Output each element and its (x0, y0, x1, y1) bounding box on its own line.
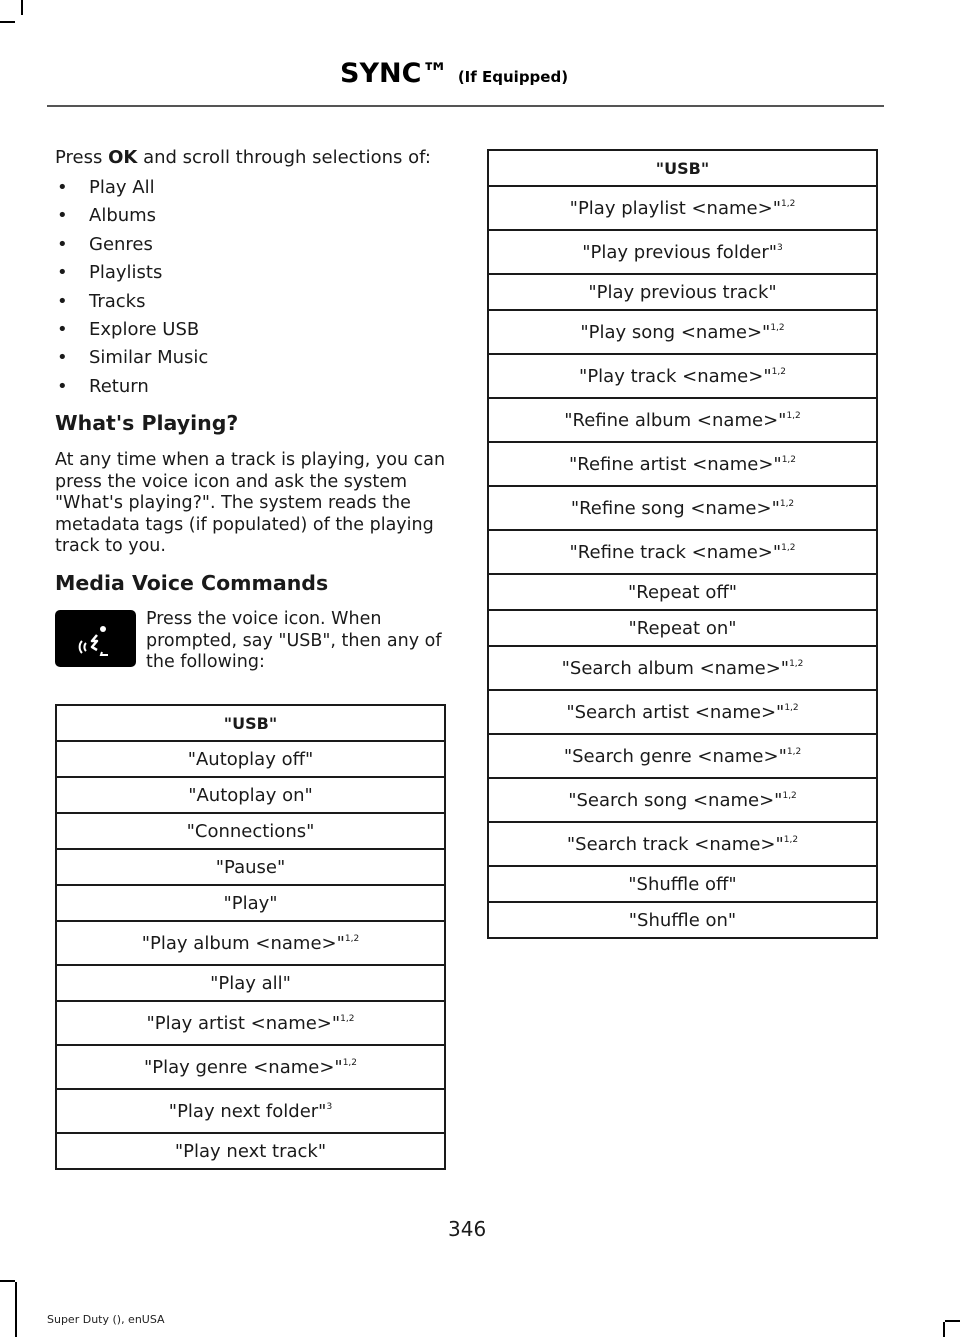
table-row (56, 1089, 445, 1133)
header-title-subtitle: (If Equipped) (457, 68, 569, 86)
command-text: "Search track <name>" (566, 833, 784, 855)
command-text: "Connections" (186, 820, 315, 842)
table-row (488, 230, 877, 274)
footnote-ref: 1,2 (784, 702, 799, 713)
table-row (488, 442, 877, 486)
bullet-icon: • (57, 205, 68, 227)
intro-ok-key: OK (108, 147, 138, 168)
command-text: "Search artist <name>" (566, 701, 785, 723)
table-row (488, 186, 877, 230)
footnote-ref: 1,2 (781, 542, 796, 553)
footnote-ref: 1,2 (786, 410, 801, 421)
table-row (488, 354, 877, 398)
crop-mark (0, 21, 15, 23)
whats-playing-body: At any time when a track is playing, you can press the voice icon and ask the system "What's playing?". The system reads the metadata tags (if populated) of the playing track to you. (55, 450, 446, 556)
selection-list (55, 174, 447, 401)
command-cell (488, 610, 877, 646)
command-cell (56, 741, 445, 777)
command-cell (488, 186, 877, 230)
command-cell (56, 1001, 445, 1045)
command-text: "Play next track" (174, 1140, 327, 1162)
command-text: "Search album <name>" (561, 657, 790, 679)
command-text: "Play all" (210, 972, 291, 994)
header-title-main: SYNC™ (340, 58, 449, 89)
command-cell (488, 574, 877, 610)
list-item-label: Tracks (89, 290, 146, 312)
command-text: "Search song <name>" (568, 789, 783, 811)
command-cell (488, 442, 877, 486)
list-item (55, 316, 447, 344)
footnote-ref: 1,2 (779, 498, 795, 509)
bullet-icon: • (57, 347, 68, 369)
command-text: "Play genre <name>" (143, 1056, 343, 1078)
left-column (55, 146, 447, 401)
command-text: "Repeat on" (628, 617, 737, 639)
command-text: "Shuffle on" (628, 909, 737, 931)
voice-command-icon (55, 610, 136, 667)
heading-whats-playing: What's Playing? (55, 411, 239, 435)
list-item (55, 344, 447, 372)
footnote-ref: 1,2 (789, 658, 804, 669)
table-row (56, 1001, 445, 1045)
crop-mark (0, 1280, 15, 1282)
command-text: "Refine album <name>" (564, 409, 787, 431)
table-row (488, 866, 877, 902)
footnote-ref: 1,2 (344, 933, 360, 944)
command-cell (488, 486, 877, 530)
table-row (488, 690, 877, 734)
command-cell (56, 965, 445, 1001)
intro-prefix: Press (55, 147, 109, 168)
footer-text: Super Duty (), enUSA (47, 1313, 165, 1326)
page-header-title (340, 58, 568, 89)
command-text: "Play next folder" (168, 1100, 327, 1122)
table-row (488, 734, 877, 778)
table-row (56, 813, 445, 849)
list-item (55, 174, 447, 202)
command-cell (488, 822, 877, 866)
footnote-ref: 1,2 (786, 746, 802, 757)
footnote-ref: 1,2 (783, 834, 799, 845)
header-divider (47, 105, 884, 107)
command-text: "Play" (223, 892, 278, 914)
footnote-ref: 1,2 (782, 790, 797, 801)
command-text: "Play track <name>" (579, 365, 772, 387)
list-item-label: Explore USB (89, 319, 200, 341)
table-row (488, 778, 877, 822)
command-text: "Play playlist <name>" (569, 197, 781, 219)
command-cell (56, 1133, 445, 1169)
crop-mark (945, 1320, 960, 1322)
list-item-label: Albums (89, 205, 157, 227)
command-cell (488, 902, 877, 938)
bullet-icon: • (57, 177, 68, 198)
table-row (56, 1133, 445, 1169)
crop-mark (21, 0, 23, 15)
command-cell (56, 1089, 445, 1133)
intro-paragraph (55, 146, 447, 170)
table-row (488, 398, 877, 442)
footnote-ref: 1,2 (780, 198, 796, 209)
footnote-ref: 1,2 (771, 366, 786, 377)
bullet-icon: • (57, 319, 68, 341)
footnote-ref: 3 (777, 242, 783, 253)
bullet-icon: • (57, 290, 68, 312)
footnote-ref: 1,2 (781, 454, 797, 465)
command-cell (56, 1045, 445, 1089)
table-row (56, 885, 445, 921)
table-row (56, 1045, 445, 1089)
command-text: "Play previous track" (588, 281, 777, 303)
footnote-ref: 1,2 (770, 322, 785, 333)
command-text: "Refine track <name>" (569, 541, 782, 563)
command-cell (488, 530, 877, 574)
command-cell (488, 778, 877, 822)
command-cell (488, 310, 877, 354)
table-row (56, 921, 445, 965)
table-row (56, 849, 445, 885)
command-text: "Play previous folder" (582, 241, 777, 263)
table-row (488, 902, 877, 938)
table-header: "USB" (488, 150, 877, 186)
command-text: "Autoplay off" (187, 748, 314, 770)
table-row (56, 741, 445, 777)
bullet-icon: • (57, 262, 68, 284)
command-cell (488, 274, 877, 310)
table-row (56, 965, 445, 1001)
heading-media-voice-commands: Media Voice Commands (55, 571, 329, 595)
table-row (488, 822, 877, 866)
command-cell (56, 813, 445, 849)
list-item (55, 373, 447, 401)
list-item-label: Return (89, 375, 149, 397)
table-row (488, 486, 877, 530)
table-row (488, 310, 877, 354)
command-cell (488, 690, 877, 734)
voice-instruction: Press the voice icon. When prompted, say "USB", then any of the following: (146, 609, 442, 672)
command-cell (56, 885, 445, 921)
command-cell (488, 398, 877, 442)
command-cell (488, 646, 877, 690)
command-cell (488, 230, 877, 274)
command-text: "Shuffle off" (628, 873, 737, 895)
crop-mark (15, 1282, 17, 1337)
command-cell (56, 777, 445, 813)
command-cell (488, 734, 877, 778)
list-item (55, 202, 447, 230)
table-row (488, 610, 877, 646)
bullet-icon: • (57, 233, 68, 255)
footnote-ref: 3 (326, 1101, 333, 1112)
command-text: "Search genre <name>" (563, 745, 787, 767)
command-text: "Play song <name>" (580, 321, 771, 343)
command-text: "Play artist <name>" (146, 1012, 341, 1034)
list-item-label: Playlists (89, 262, 163, 284)
list-item (55, 231, 447, 259)
command-cell (56, 849, 445, 885)
command-text: "Play album <name>" (141, 932, 345, 954)
list-item (55, 288, 447, 316)
table-row (488, 574, 877, 610)
table-row (488, 274, 877, 310)
bullet-icon: • (57, 375, 68, 397)
table-row (488, 530, 877, 574)
table-header: "USB" (56, 705, 445, 741)
list-item-label: Genres (89, 233, 153, 255)
command-text: "Refine song <name>" (570, 497, 780, 519)
command-text: "Pause" (215, 856, 286, 878)
list-item-label: Play All (89, 177, 155, 198)
footnote-ref: 1,2 (342, 1057, 358, 1068)
list-item (55, 259, 447, 287)
command-cell (488, 866, 877, 902)
command-text: "Repeat off" (627, 581, 738, 603)
crop-mark (943, 1322, 945, 1337)
footnote-ref: 1,2 (340, 1013, 355, 1024)
intro-suffix: and scroll through selections of: (137, 147, 431, 168)
table-row (56, 777, 445, 813)
list-item-label: Similar Music (89, 347, 209, 369)
usb-commands-table-left (55, 704, 446, 1170)
table-row (488, 646, 877, 690)
command-text: "Refine artist <name>" (568, 453, 782, 475)
command-cell (488, 354, 877, 398)
command-text: "Autoplay on" (188, 784, 313, 806)
command-cell (56, 921, 445, 965)
page-number: 346 (448, 1217, 487, 1241)
usb-commands-table-right (487, 149, 878, 939)
